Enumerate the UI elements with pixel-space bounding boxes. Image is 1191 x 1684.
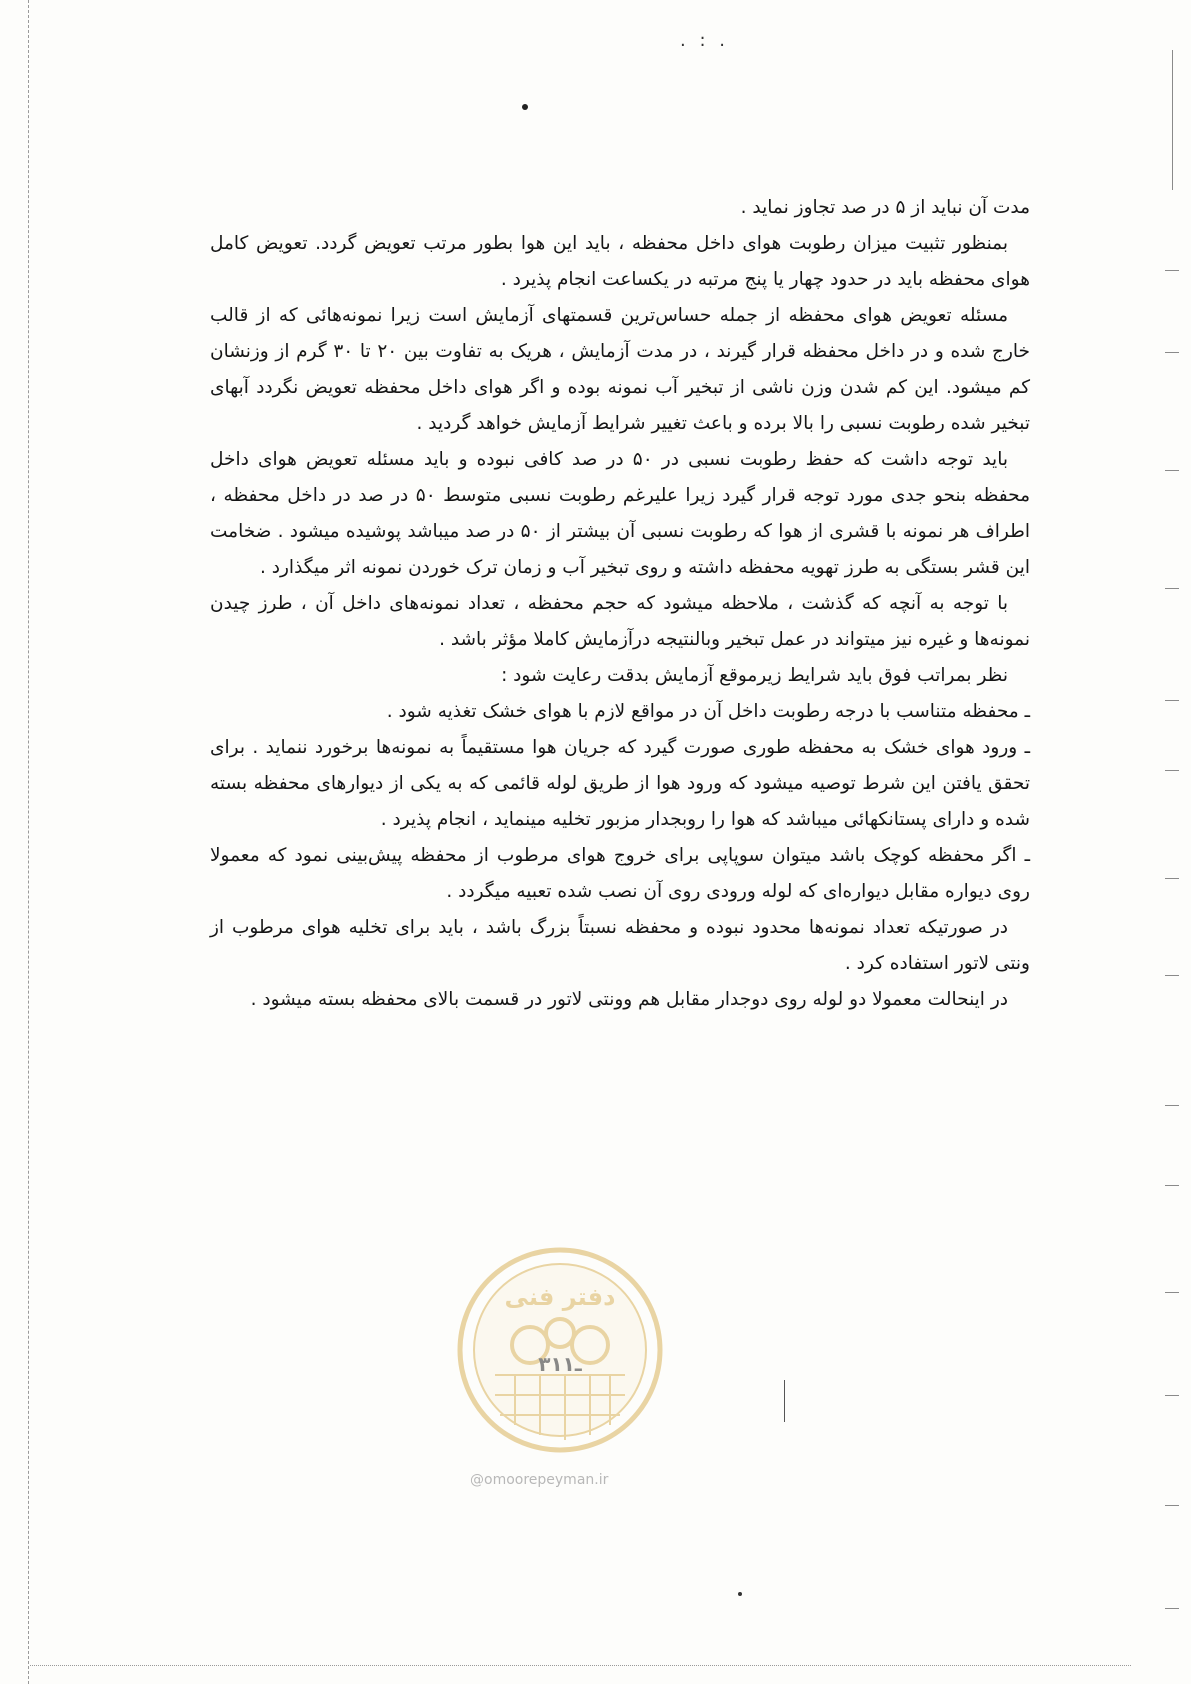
page-code: ۳ـ۱۱ — [538, 1352, 582, 1376]
scan-dot — [522, 104, 528, 110]
paragraph-3: باید توجه داشت که حفظ رطوبت نسبی در ۵۰ در صد کافی نبوده و باید مسئله تعویض هوای داخل محفظه بنحو جدی مورد توجه قرار گیرد زیرا علیرغم رطوبت نسبی متوسط ۵۰ در صد در داخل محفظه ، اطراف هر نمونه با قشری از هوا که رطوبت نسبی آن بیشتر از ۵۰ در صد میباشد پوشیده میشود . ضخامت این قشر بستگی به طرز تهویه محفظه داشته و روی تبخیر آب و زمان ترک خوردن نمونه اثر میگذارد . — [210, 449, 1031, 578]
binding-edge-line — [28, 0, 29, 1684]
bullet-item-0: ـ محفظه متناسب با درجه رطوبت داخل آن در مواقع لازم با هوای خشک تغذیه شود . — [386, 701, 1030, 722]
scan-dot-bottom — [738, 1592, 742, 1596]
paragraph-0: مدت آن نباید از ۵ در صد تجاوز نماید . — [740, 197, 1030, 218]
paragraph-5: نظر بمراتب فوق باید شرایط زیرموقع آزمایش بدقت رعایت شود : — [501, 665, 1008, 686]
stamp-logo — [455, 1245, 665, 1455]
scan-line-mark — [784, 1380, 785, 1422]
paragraph-4: با توجه به آنچه که گذشت ، ملاحظه میشود که حجم محفظه ، تعداد نمونه‌های داخل آن ، طرز چیدن نمونه‌ها و غیره نیز میتواند در عمل تبخیر وبالنتیجه درآزمایش کاملا مؤثر باشد . — [210, 593, 1030, 650]
bullet-item-2: ـ اگر محفظه کوچک باشد میتوان سوپاپی برای خروج هوای مرطوب از محفظه پیش‌بینی نمود که معمولا روی دیواره مقابل دیواره‌ای که لوله ورودی روی آن نصب شده تعبیه میگردد . — [210, 845, 1030, 902]
paragraph-1: بمنظور تثبیت میزان رطوبت هوای داخل محفظه ، باید این هوا بطور مرتب تعویض گردد. تعویض کامل هوای محفظه باید در حدود چهار یا پنج مرتبه در یکساعت انجام پذیرد . — [210, 233, 1030, 290]
right-edge-marks — [1151, 0, 1191, 1684]
stamp-text: دفتر فنی — [504, 1283, 616, 1311]
watermark-url: @omoorepeyman.ir — [470, 1472, 609, 1488]
bullet-item-1: ـ ورود هوای خشک به محفظه طوری صورت گیرد که جریان هوا مستقیماً به نمونه‌ها برخورد ننماید . برای تحقق یافتن این شرط توصیه میشود که ورود هوا از طریق لوله قائمی که به یکی از دیوارهای محفظه بسته شده و دارای پستانکهائی میباشد که هوا را روبجدار مزبور تخلیه مینماید ، انجام پذیرد . — [210, 737, 1030, 830]
bottom-edge-line — [30, 1665, 1131, 1666]
paragraph-9: در صورتیکه تعداد نمونه‌ها محدود نبوده و محفظه نسبتاً بزرگ باشد ، باید برای تخلیه هوای مرطوب از ونتی لاتور استفاده کرد . — [210, 917, 1030, 974]
paragraph-2: مسئله تعویض هوای محفظه از جمله حساس‌ترین قسمتهای آزمایش است زیرا نمونه‌هائی که از قالب خارج شده و در داخل محفظه قرار گیرند ، در مدت آزمایش ، هریک به تفاوت بین ۲۰ تا ۳۰ گرم از وزنشان کم میشود. این کم شدن وزن ناشی از تبخیر آب نمونه بوده و اگر هوای داخل محفظه تعویض نگردد آبهای تبخیر شده رطوبت نسبی را بالا برده و باعث تغییر شرایط آزمایش خواهد گردید . — [210, 305, 1030, 434]
document-body — [210, 190, 1030, 1018]
top-scan-marks: . : . — [680, 30, 729, 51]
paragraph-10: در اینحالت معمولا دو لوله روی دوجدار مقابل هم وونتی لاتور در قسمت بالای محفظه بسته میشود . — [250, 989, 1008, 1010]
